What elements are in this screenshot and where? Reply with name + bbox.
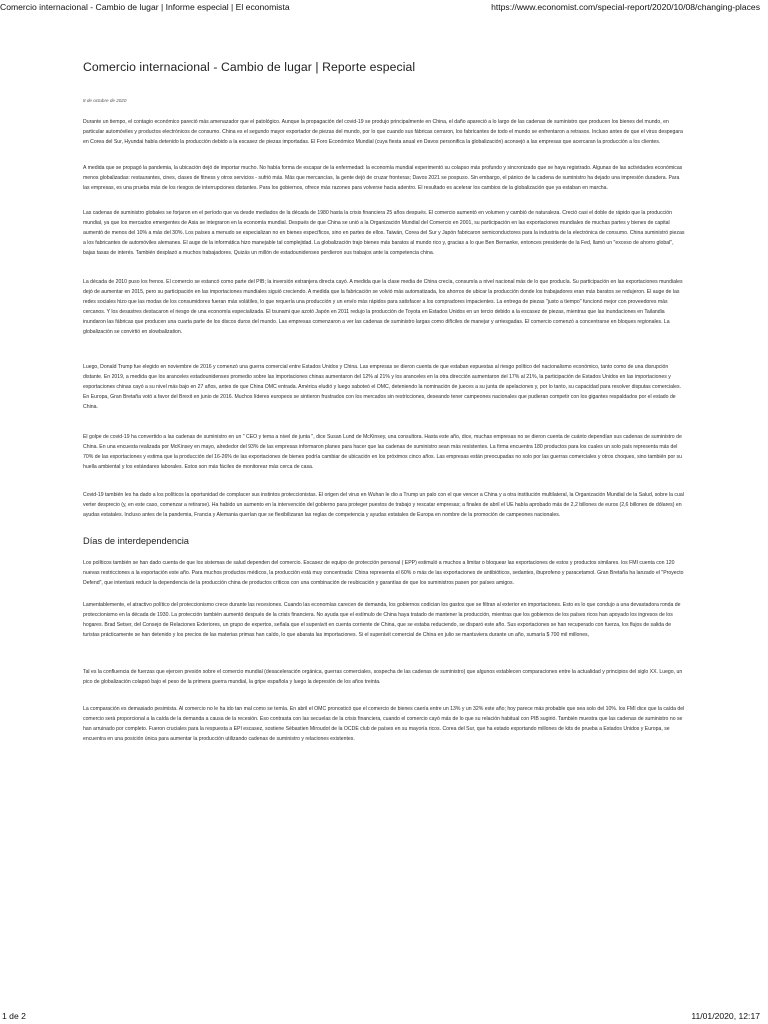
article-paragraph: Tal es la confluencia de fuerzas que ejercen presión sobre el comercio mundial (desaceleración orgánica, guerras comerciales, sospecha de las cadenas de suministro) que algunos establecen comparaciones entre la actualidad y principios del siglo XX. Luego, un pico de globalización colapsó bajo el peso de la primera guerra mundial, la gripe española y luego la depresión de los años treinta. [83,669,683,685]
page-number: 1 de 2 [2,1011,26,1021]
print-header [0,2,768,16]
article-paragraph: La comparación es demasiado pesimista. Al comercio no le ha ido tan mal como se temía. En abril el OMC pronosticó que el comercio de bienes caería entre un 13% y un 32% este año; hoy parece más probable que sea solo del 10%. los FMI dice que la caída del comercio será proporcional a la caída de la demanda a causa de la recesión. Eso contrasta con las secuelas de la crisis financiera, cuando el comercio cayó más de lo que su relación habitual con PIB sugirió. También muestra que las cadenas de suministro no se han arruinado por completo. Fueron cruciales para la respuesta a EPI escasez, sostiene Sébastien Miroudot de la OCDE club de países en su mayoría ricos. Corea del Sur, que ha estado exportando millones de kits de prueba a Estados Unidos y Europa, se encuentra en una posición única para aumentar la producción utilizando cadenas de suministro y relaciones existentes. [83,706,685,742]
section-subheading: Días de interdependencia [83,536,189,546]
article-paragraph: Luego, Donald Trump fue elegido en noviembre de 2016 y comenzó una guerra comercial entre Estados Unidos y China. Las empresas se dieron cuenta de que estaban expuestas al riesgo político del nacionalismo económico, tanto como de una disrupción distante. En 2019, a medida que los aranceles estadounidenses promedio sobre las importaciones chinas aumentaron del 12% al 21% y los aranceles en la otra dirección aumentaron del 17% al 21%, la participación de Estados Unidos en las importaciones y exportaciones chinas cayó a su nivel más bajo en 27 años, antes de que China OMC entrada. América eludió y luego saboteó el OMC, deteniendo la nominación de jueces a su junta de apelaciones y, por lo tanto, su capacidad para resolver disputas comerciales. En Europa, Gran Bretaña votó a favor del Brexit en junio de 2016. Muchos líderes europeos se sintieron frustrados con los mercados sin restricciones, deseando tener campeones nacionales que pudieran competir con los gigantes respaldados por el estado de China. [83,364,682,410]
print-page-title: Comercio internacional - Cambio de lugar | Informe especial | El economista [0,2,290,12]
article-paragraph: Durante un tiempo, el contagio económico pareció más amenazador que el patológico. Aunque la propagación del covid-19 se produjo principalmente en China, el daño apareció a lo largo de las cadenas de suministro que producen los bienes del mundo, en particular automóviles y productos electrónicos de consumo. China es el segundo mayor exportador de piezas del mundo, por lo que cuando sus fábricas cerraron, los fabricantes de todo el mundo se enfrentaron a retrasos. Incluso antes de que el virus despegara en Corea del Sur, Hyundai había detenido la producción debido a la escasez de piezas importadas. El Foro Económico Mundial (cuya fiesta anual en Davos personifica la globalización) aconsejó a las empresas que acercaran la producción a los clientes. [83,119,683,145]
article-paragraph: El golpe de covid-19 ha convertido a las cadenas de suministro en un " CEO y tema a nivel de junta ", dice Susan Lund de McKinsey, una consultora. Hasta este año, dice, muchas empresas no se dieron cuenta de cuánto dependían sus cadenas de suministro de China. En una encuesta realizada por McKinsey en mayo, alrededor del 93% de las empresas informaron planes para hacer que las cadenas de suministro sean más resistentes. La firma encuentra 180 productos para los cuales un solo país representa más del 70% de las exportaciones y estima que la producción del 16-26% de las exportaciones de bienes podría cambiar de ubicación en los próximos cinco años. Las empresas están preocupadas no solo por las guerras comerciales y otros choques, sino también por su huella ambiental y los estándares laborales. Estos son más fáciles de monitorear más cerca de casa. [83,434,682,470]
article-title: Comercio internacional - Cambio de lugar | Reporte especial [83,60,416,74]
article [83,60,686,744]
article-paragraph: Los políticos también se han dado cuenta de que los sistemas de salud dependen del comercio. Escasez de equipo de protección personal ( EPP) estimuló a muchos a limitar o bloquear las exportaciones de estos y productos similares. los FMI cuenta con 120 nuevas restricciones a la exportación este año. Para muchos productos médicos, la producción está muy concentrada: China representa el 60% o más de las exportaciones de antibióticos, sedantes, ibuprofeno y paracetamol. Gran Bretaña ha lanzado el "Proyecto Defend", que intentará reducir la dependencia de la producción china de productos críticos con una combinación de reubicación y garantías de que los suministros pasen por países amigos. [83,560,684,586]
print-footer [0,1011,768,1023]
article-paragraph: Covid-19 también les ha dado a los políticos la oportunidad de complacer sus instintos proteccionistas. El origen del virus en Wuhan le dio a Trump un palo con el que vencer a China y a otra institución multilateral, la Organización Mundial de la Salud, sobre la cual verter desprecio (y, en este caso, comenzar a retirarse). Ha habido un aumento en la intervención del gobierno para proteger puestos de trabajo y rescatar empresas; a finales de abril el UE había aprobado más de 2,2 billones de euros (2,6 billones de dólares) en ayudas estatales. Incluso antes de la pandemia, Francia y Alemania querían que se flexibilizaran las reglas de competencia y ayudas estatales de Europa en nombre de la promoción de campeones nacionales. [83,492,684,518]
article-paragraph: Las cadenas de suministro globales se forjaron en el período que va desde mediados de la década de 1980 hasta la crisis financiera 25 años después. El comercio aumentó en volumen y cambió de naturaleza. Creció casi el doble de rápido que la producción mundial, ya que los mercados emergentes de Asia se integraron en la economía mundial. Después de que China se unió a la Organización Mundial del Comercio en 2001, su participación en las exportaciones mundiales de muchas partes y bienes de capital aumentó de menos del 10% a más del 30%. Los países a menudo se especializan no en bienes específicos, sino en partes de ellos. Taiwán, Corea del Sur y Japón fabricaron semiconductores para la industria de la electrónica de consumo. China suministró piezas a los fabricantes de automóviles alemanes. El auge de la informática hizo manejable tal complejidad. La globalización trajo bienes más baratos al mundo rico y, gracias a lo que Ben Bernanke, entonces presidente de la Fed, llamó un "exceso de ahorro global", bajas tasas de interés. También desplazó a muchos trabajadores. Quizás un millón de estadounidenses perdieron sus trabajos ante la competencia china. [83,210,685,256]
print-timestamp: 11/01/2020, 12:17 [691,1011,760,1021]
article-paragraph: Lamentablemente, el atractivo político del proteccionismo crece durante las recesiones. Cuando las economías carecen de demanda, los gobiernos codician los gastos que se filtran al exterior en importaciones. Esto es lo que condujo a una devastadora ronda de proteccionismo en la década de 1930. La protección también aumentó después de la crisis financiera. No ayuda que el estímulo de China haya tratado de mantener la producción, mientras que los gobiernos de los países ricos han apoyado los ingresos de los hogares. Brad Setser, del Consejo de Relaciones Exteriores, un grupo de expertos, señala que el superávit en cuenta corriente de China, que se estaba reduciendo, se disparó este año. Sus exportaciones se han recuperado con fuerza, los flujos de salida de turistas prácticamente se han detenido y los precios de las materias primas han caído, lo que abarata las importaciones. Si el superávit comercial de China en julio se mantuviera durante un año, sumaría $ 700 mil millones, [83,602,681,638]
article-date: 8 de octubre de 2020 [83,98,127,103]
print-url: https://www.economist.com/special-report/2020/10/08/changing-places [491,2,760,12]
article-paragraph: La década de 2010 puso los frenos. El comercio se estancó como parte del PIB; la inversión extranjera directa cayó. A medida que la clase media de China crecía, consumía a nivel nacional más de lo que producía. Su participación en las exportaciones mundiales dejó de aumentar en 2015, pero su participación en las importaciones mundiales siguió creciendo. A medida que la fabricación se volvió más automatizada, los ahorros de ubicar la producción donde los trabajadores eran más baratos se redujeron. El auge de las redes sociales hizo que las modas de los consumidores fueran más volátiles, lo que requería una producción y un envío más rápidos para satisfacer a los compradores impacientes. La entrega de piezas "justo a tiempo" funcionó mejor con proveedores más cercanos. Y los desastres destacaron el riesgo de una economía especializada. El tsunami que azotó Japón en 2011 redujo la producción de Toyota en Estados Unidos en un tercio debido a la escasez de piezas, mientras que las inundaciones en Tailandia inundaron las fábricas que producen una cuarta parte de los discos duros del mundo. Las empresas comenzaron a ver las cadenas de suministro largas como difíciles de manejar y arriesgadas. El comercio comenzó a concentrarse en bloques regionales. La globalización se convirtió en slowbalization. [83,279,683,335]
article-paragraph: A medida que se propagó la pandemia, la ubicación dejó de importar mucho. No había forma de escapar de la enfermedad: la economía mundial experimentó su colapso más profundo y sincronizado que se haya registrado. Algunas de las actividades económicas menos globalizadas: restaurantes, cines, clases de fitness y otros servicios - sufrió más. Más que mercancías, la gente dejó de cruzar fronteras; Davos 2021 se pospuso. Sin embargo, el pánico de la cadena de suministro ha dejado una impresión duradera. Para las empresas, es una prueba más de los riesgos de interrupciones distantes. Para los gobiernos, ofrece más razones para volverse hacia adentro. El resultado es acelerar los cambios de la globalización que ya estaban en marcha. [83,165,683,191]
